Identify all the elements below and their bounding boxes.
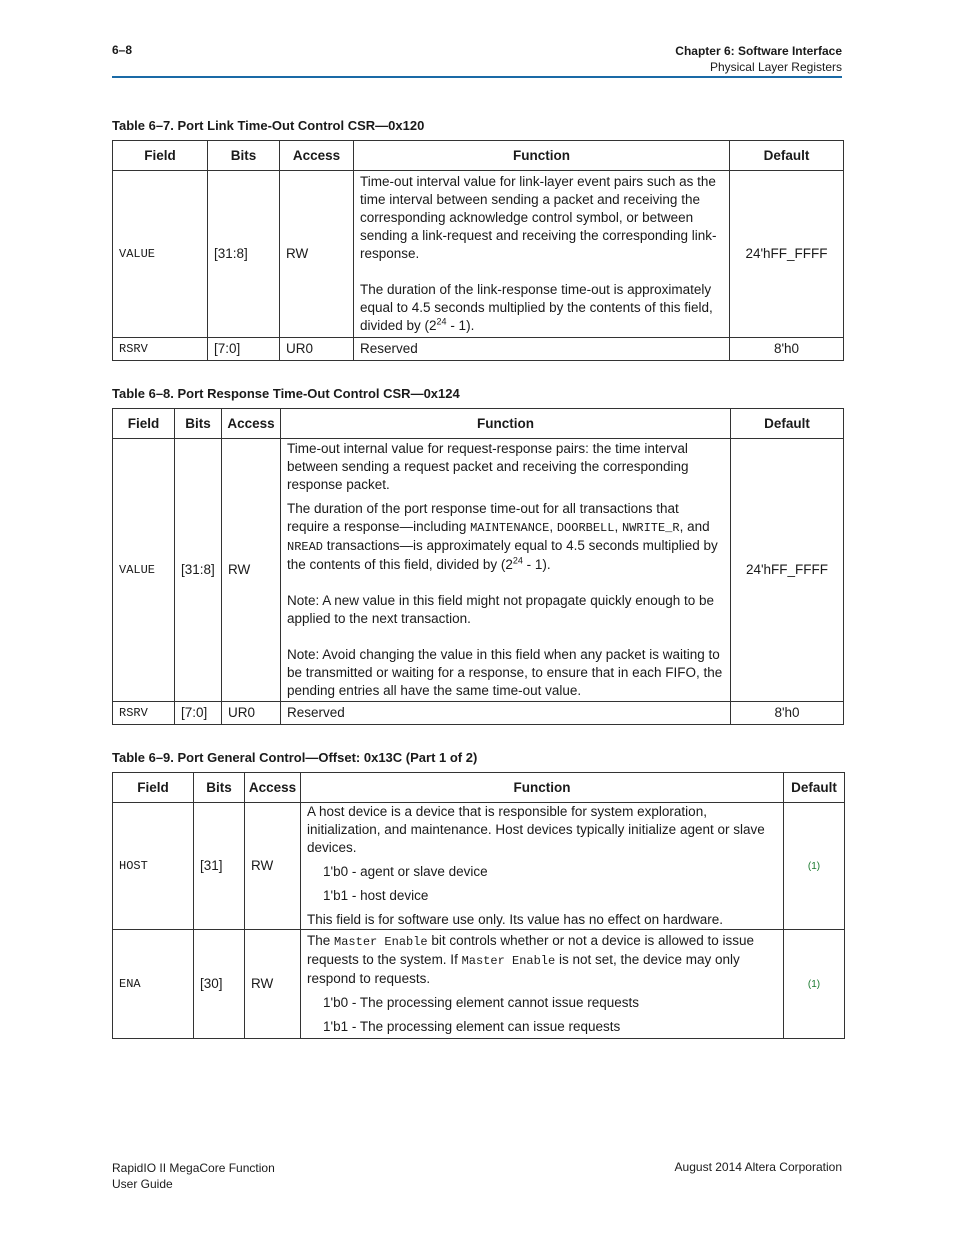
col-function: Function [354, 141, 730, 171]
field-name: VALUE [113, 439, 175, 702]
header-rule [112, 76, 842, 78]
function-paragraph: The Master Enable bit controls whether or not a device is allowed to issue requests to the system. If Master Enable is not set, the device may only respond to requests. [307, 933, 755, 986]
bits: [31:8] [208, 171, 280, 338]
note: Note: A new value in this field might not propagate quickly enough to be applied to the next transaction. [287, 593, 715, 626]
col-bits: Bits [175, 409, 222, 439]
section-title: Physical Layer Registers [709, 60, 842, 74]
col-field: Field [113, 141, 208, 171]
bits: [7:0] [208, 338, 280, 361]
table9-caption: Table 6–9. Port General Control—Offset: 0x13C (Part 1 of 2) [112, 750, 478, 765]
table-row [113, 803, 845, 930]
col-bits: Bits [208, 141, 280, 171]
bits: [31:8] [175, 439, 222, 702]
product-name: RapidIO II MegaCore Function [112, 1161, 275, 1175]
access: RW [245, 930, 301, 1039]
col-default: Default [731, 409, 844, 439]
field-name: ENA [113, 930, 194, 1039]
bits: [31] [194, 803, 245, 930]
function-desc [301, 803, 784, 930]
default-value: 24'hFF_FFFF [730, 171, 844, 338]
doc-type: User Guide [112, 1177, 173, 1191]
function-paragraph: A host device is a device that is responsible for system exploration, initialization, and maintenance. Host devices typically initialize agent or slave devices. [307, 804, 765, 855]
function-desc [301, 930, 784, 1039]
default-note-link[interactable]: (1) [784, 803, 845, 930]
table-row [113, 338, 844, 361]
option-item: 1'b0 - The processing element cannot issue requests [323, 995, 640, 1010]
col-access: Access [245, 773, 301, 803]
option-item: 1'b1 - host device [323, 888, 429, 903]
col-function: Function [301, 773, 784, 803]
table-row [113, 439, 844, 702]
chapter-title: Chapter 6: Software Interface [675, 44, 842, 58]
function-paragraph: The duration of the link-response time-out is approximately equal to 4.5 seconds multiplied by the contents of this field, divided by $(2^{24} - 1)$. [360, 282, 713, 333]
default-note-link[interactable]: (1) [784, 930, 845, 1039]
col-access: Access [280, 141, 354, 171]
col-function: Function [281, 409, 731, 439]
access: UR0 [280, 338, 354, 361]
default-value: 8'h0 [730, 338, 844, 361]
col-bits: Bits [194, 773, 245, 803]
col-field: Field [113, 409, 175, 439]
access: RW [245, 803, 301, 930]
table9 [112, 772, 845, 1039]
field-name: RSRV [113, 702, 175, 725]
function-desc: Reserved [354, 338, 730, 361]
footer-date-company: August 2014 Altera Corporation [674, 1160, 842, 1174]
running-header [675, 43, 842, 75]
note: Note: Avoid changing the value in this field when any packet is waiting to be transmitted or waiting for a response, to ensure that in each FIFO, the pending entries all have the same time-out value. [287, 647, 723, 698]
function-paragraph: The duration of the port response time-out for all transactions that require a response—including MAINTENANCE, DOORBELL, NWRITE_R, and NREAD transactions—is approximately equal to 4.5 seconds multiplied by the contents of this field, divided by $(2^{24} - 1)$. [287, 501, 718, 572]
col-default: Default [784, 773, 845, 803]
footer-product [112, 1160, 275, 1192]
default-value: 8'h0 [731, 702, 844, 725]
table7 [112, 140, 844, 361]
function-paragraph: This field is for software use only. Its value has no effect on hardware. [307, 912, 723, 927]
field-name: HOST [113, 803, 194, 930]
function-desc [354, 171, 730, 338]
table-row [113, 171, 844, 338]
function-desc: Reserved [281, 702, 731, 725]
access: RW [222, 439, 281, 702]
page-number: 6–8 [112, 43, 133, 57]
default-value: 24'hFF_FFFF [731, 439, 844, 702]
col-default: Default [730, 141, 844, 171]
function-desc [281, 439, 731, 702]
bits: [30] [194, 930, 245, 1039]
option-item: 1'b0 - agent or slave device [323, 864, 488, 879]
table-row [113, 930, 845, 1039]
table8-caption: Table 6–8. Port Response Time-Out Control CSR—0x124 [112, 386, 460, 401]
option-item: 1'b1 - The processing element can issue requests [323, 1019, 621, 1034]
col-access: Access [222, 409, 281, 439]
table8 [112, 408, 844, 725]
field-name: VALUE [113, 171, 208, 338]
table-row [113, 702, 844, 725]
table8-header-row [113, 409, 844, 439]
access: UR0 [222, 702, 281, 725]
function-paragraph: Time-out internal value for request-response pairs: the time interval between sending a request packet and receiving the corresponding response packet. [287, 441, 689, 492]
col-field: Field [113, 773, 194, 803]
table7-caption: Table 6–7. Port Link Time-Out Control CSR—0x120 [112, 118, 425, 133]
access: RW [280, 171, 354, 338]
function-paragraph: Time-out interval value for link-layer event pairs such as the time interval between sending a packet and receiving the corresponding acknowledge control symbol, or between sending a link-request and receiving the corresponding link-response. [360, 174, 717, 261]
bits: [7:0] [175, 702, 222, 725]
table9-header-row [113, 773, 845, 803]
table7-header-row [113, 141, 844, 171]
field-name: RSRV [113, 338, 208, 361]
